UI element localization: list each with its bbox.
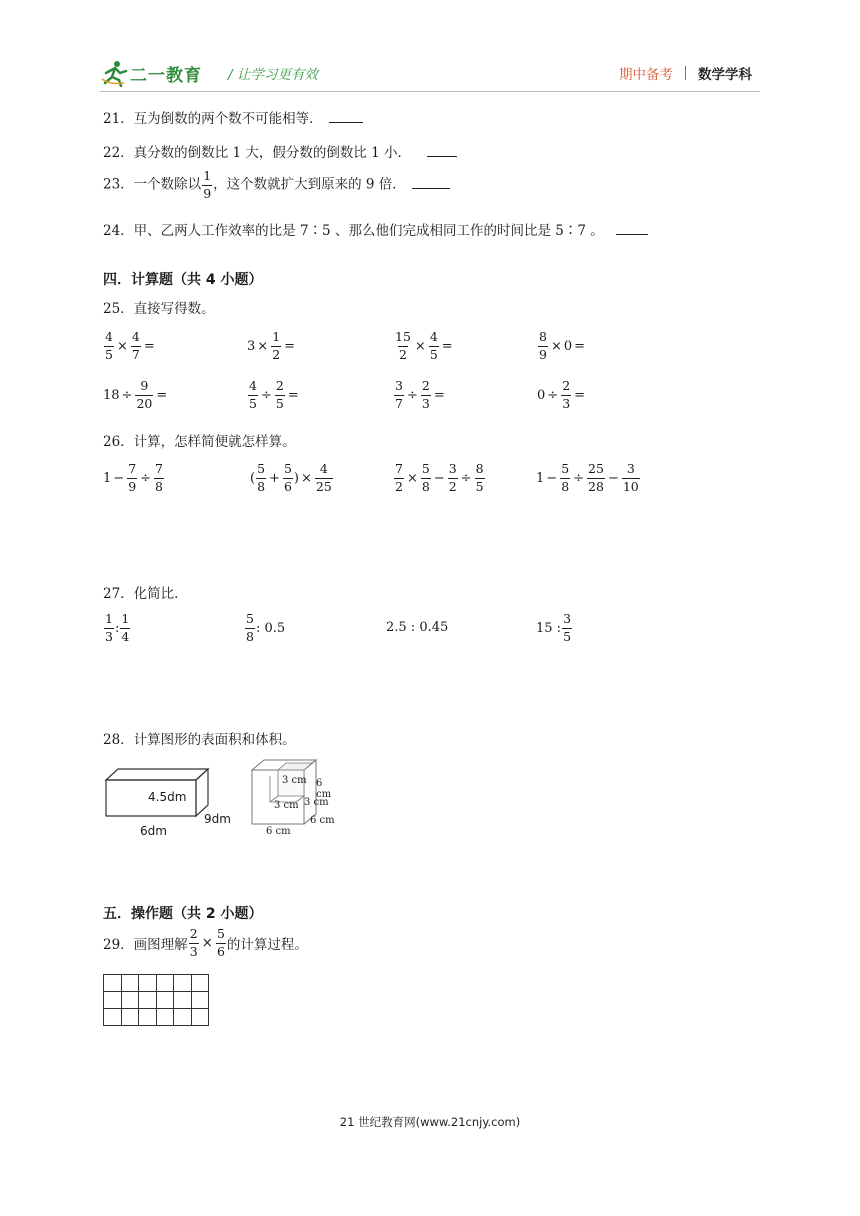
cube-with-notch-figure [248, 758, 340, 838]
question-22 [103, 141, 457, 161]
ratio-expression: $\frac{1}{3}$ : $\frac{1}{4}$ [105, 611, 130, 644]
header-divider [685, 66, 686, 80]
cuboid-figure [100, 766, 235, 838]
page-footer: 21 世纪教育网(www.21cnjy.com) [339, 1115, 521, 1129]
question-28-title: 28．计算图形的表面积和体积。 [103, 732, 296, 748]
logo [100, 58, 202, 88]
ratio-expression: 2.5 : 0.45 [386, 620, 449, 635]
logo-text: 二一教育 [130, 65, 202, 86]
expression: 3 × $\frac{1}{2}$ = [247, 329, 296, 362]
width-label: 9dm [204, 812, 231, 826]
question-24 [103, 219, 648, 239]
question-22-text: 22．真分数的倒数比 1 大，假分数的倒数比 1 小． [103, 145, 412, 161]
answer-blank[interactable] [412, 176, 450, 189]
question-21-text: 21．互为倒数的两个数不可能相等． [103, 111, 323, 127]
expression: $\frac{4}{5}$ × $\frac{4}{7}$ = [105, 329, 155, 362]
expression: 1 − $\frac{5}{8}$ ÷ $\frac{25}{28}$ − $\frac{3}{10}$ [536, 461, 639, 494]
ratio-expression: 15 : $\frac{3}{5}$ [536, 611, 572, 644]
edge-top-label: 6 cm [316, 778, 332, 800]
ratio-expression: $\frac{5}{8}$ : 0.5 [246, 611, 286, 644]
fraction: $\frac{1}{9}$ [203, 168, 212, 201]
answer-blank[interactable] [616, 222, 648, 235]
expression: 0 ÷ $\frac{2}{3}$ = [537, 378, 586, 411]
question-26-title: 26．计算，怎样简便就怎样算。 [103, 434, 296, 450]
expression: $\frac{8}{9}$ × 0 = [539, 329, 586, 362]
notch-top-label: 3 cm [282, 775, 307, 786]
expression: 1 − $\frac{7}{9}$ ÷ $\frac{7}{8}$ [103, 461, 163, 494]
exam-tag: 期中备考 [619, 67, 673, 83]
expression: $\frac{7}{2}$ × $\frac{5}{8}$ − $\frac{3}{2}$ ÷ $\frac{8}{5}$ [395, 461, 484, 494]
drawing-grid[interactable] [103, 974, 209, 1026]
edge-bottom-label: 6 cm [266, 826, 291, 837]
notch-side-label: 3 cm [304, 797, 329, 808]
height-label: 4.5dm [148, 790, 187, 804]
page-header [100, 58, 760, 92]
question-21 [103, 107, 363, 127]
question-29-text-a: 29．画图理解 [103, 937, 188, 953]
question-23-text-b: ，这个数就扩大到原来的 9 倍． [213, 176, 406, 193]
header-tags [619, 63, 752, 83]
slogan: / 让学习更有效 [228, 67, 318, 83]
section-5-title: 五．操作题（共 2 小题） [103, 906, 263, 922]
question-23-text-a: 23．一个数除以 [103, 176, 202, 193]
expression: $\frac{15}{2}$ × $\frac{4}{5}$ = [395, 329, 453, 362]
expression: $\frac{3}{7}$ ÷ $\frac{2}{3}$ = [395, 378, 445, 411]
section-4-title: 四．计算题（共 4 小题） [103, 272, 263, 288]
question-25-title: 25．直接写得数。 [103, 301, 215, 317]
length-label: 6dm [140, 824, 167, 838]
question-29: 29．画图理解 $\frac{2}{3}$ × $\frac{5}{6}$ 的计算过程。 [103, 926, 308, 959]
fraction: $\frac{5}{6}$ [216, 926, 225, 959]
runner-logo-icon [100, 59, 128, 87]
answer-blank[interactable] [329, 110, 363, 123]
fraction: $\frac{2}{3}$ [189, 926, 198, 959]
subject-tag: 数学学科 [698, 67, 752, 83]
expression: ( $\frac{5}{8}$ + $\frac{5}{6}$ ) × $\frac{4}{25}$ [250, 461, 332, 494]
question-29-text-b: 的计算过程。 [226, 937, 308, 953]
answer-blank[interactable] [427, 144, 457, 157]
notch-bottom-label: 3 cm [274, 800, 299, 811]
question-24-text: 24．甲、乙两人工作效率的比是 7∶5 、那么他们完成相同工作的时间比是 5∶7 。 [103, 223, 604, 239]
question-23 [103, 170, 450, 200]
edge-side-label: 6 cm [310, 815, 335, 826]
expression: $\frac{4}{5}$ ÷ $\frac{2}{5}$ = [249, 378, 299, 411]
question-27-title: 27．化简比． [103, 586, 188, 602]
expression: 18 ÷ $\frac{9}{20}$ = [103, 378, 168, 411]
